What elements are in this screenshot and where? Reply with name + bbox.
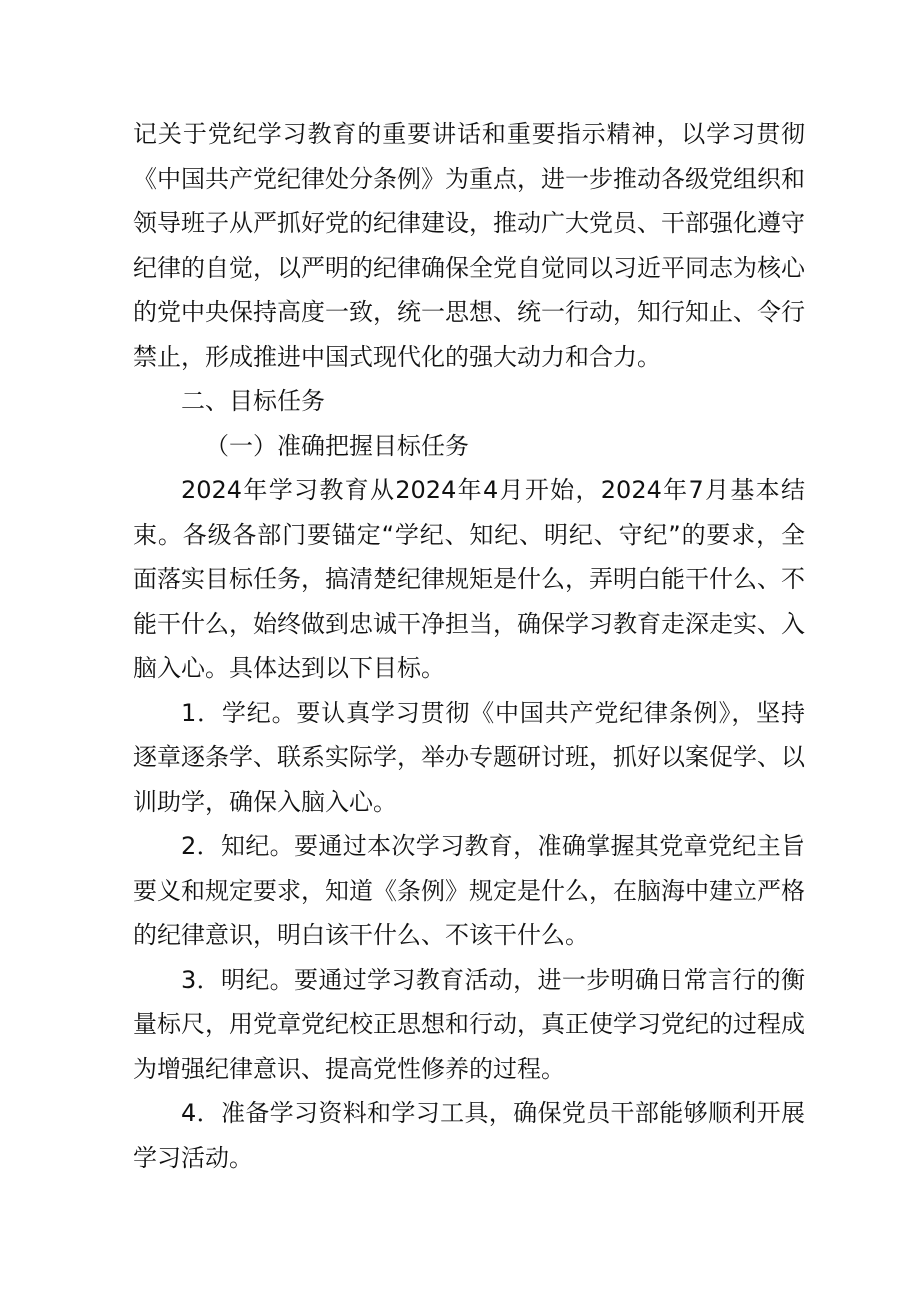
paragraph-timeline: 2024年学习教育从2024年4月开始，2024年7月基本结束。各级各部门要锚定“学纪、知纪、明纪、守纪”的要求，全面落实目标任务，搞清楚纪律规矩是什么，弄明白能干什么、不能干什么，始终做到忠诚干净担当，确保学习教育走深走实、入脑入心。具体达到以下目标。 [133,476,805,682]
list-item-prepare-materials: 4．准备学习资料和学习工具，确保党员干部能够顺利开展学习活动。 [133,1099,805,1172]
list-item-understand-discipline: 3．明纪。要通过学习教育活动，进一步明确日常言行的衡量标尺，用党章党纪校正思想和行动，真正使学习党纪的过程成为增强纪律意识、提高党性修养的过程。 [133,965,805,1083]
subsection-heading-grasp-targets: （一）准确把握目标任务 [205,431,469,460]
document-body [133,112,805,1180]
list-item-know-discipline: 2．知纪。要通过本次学习教育，准确掌握其党章党纪主旨要义和规定要求，知道《条例》规定是什么，在脑海中建立严格的纪律意识，明白该干什么、不该干什么。 [133,832,805,949]
list-item-study-discipline: 1．学纪。要认真学习贯彻《中国共产党纪律条例》，坚持逐章逐条学、联系实际学，举办专题研讨班，抓好以案促学、以训助学，确保入脑入心。 [133,698,805,816]
paragraph-intro-continued: 记关于党纪学习教育的重要讲话和重要指示精神，以学习贯彻《中国共产党纪律处分条例》为重点，进一步推动各级党组织和领导班子从严抓好党的纪律建设，推动广大党员、干部强化遵守纪律的自觉，以严明的纪律确保全党自觉同以习近平同志为核心的党中央保持高度一致，统一思想、统一行动，知行知止、令行禁止，形成推进中国式现代化的强大动力和合力。 [133,120,805,371]
section-heading-targets: 二、目标任务 [181,387,325,415]
